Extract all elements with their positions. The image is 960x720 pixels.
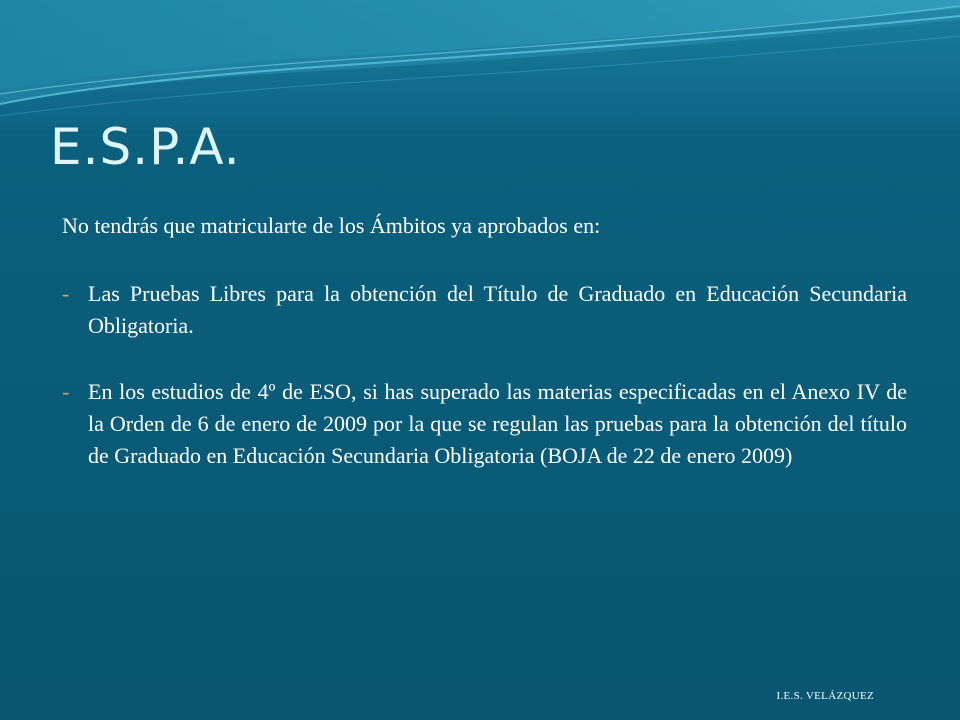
slide-title: E.S.P.A.	[50, 118, 241, 176]
bullet-marker: -	[62, 379, 70, 404]
slide-content	[62, 210, 907, 506]
bullet-marker: -	[62, 281, 70, 306]
bullet-list	[62, 278, 907, 472]
bullet-text: Las Pruebas Libres para la obtención del Título de Graduado en Educación Secundaria Obligatoria.	[88, 281, 907, 338]
footer-school-name: I.E.S. VELÁZQUEZ	[776, 690, 874, 702]
bullet-text: En los estudios de 4º de ESO, si has superado las materias especificadas en el Anexo IV de la Orden de 6 de enero de 2009 por la que se regulan las pruebas para la obtención del título de Graduado en Educación Secundaria Obligatoria (BOJA de 22 de enero 2009)	[88, 379, 907, 468]
bullet-item	[62, 278, 907, 342]
intro-text: No tendrás que matricularte de los Ámbitos ya aprobados en:	[62, 213, 601, 238]
bullet-item	[62, 376, 907, 472]
header-wave-decoration	[0, 0, 960, 130]
